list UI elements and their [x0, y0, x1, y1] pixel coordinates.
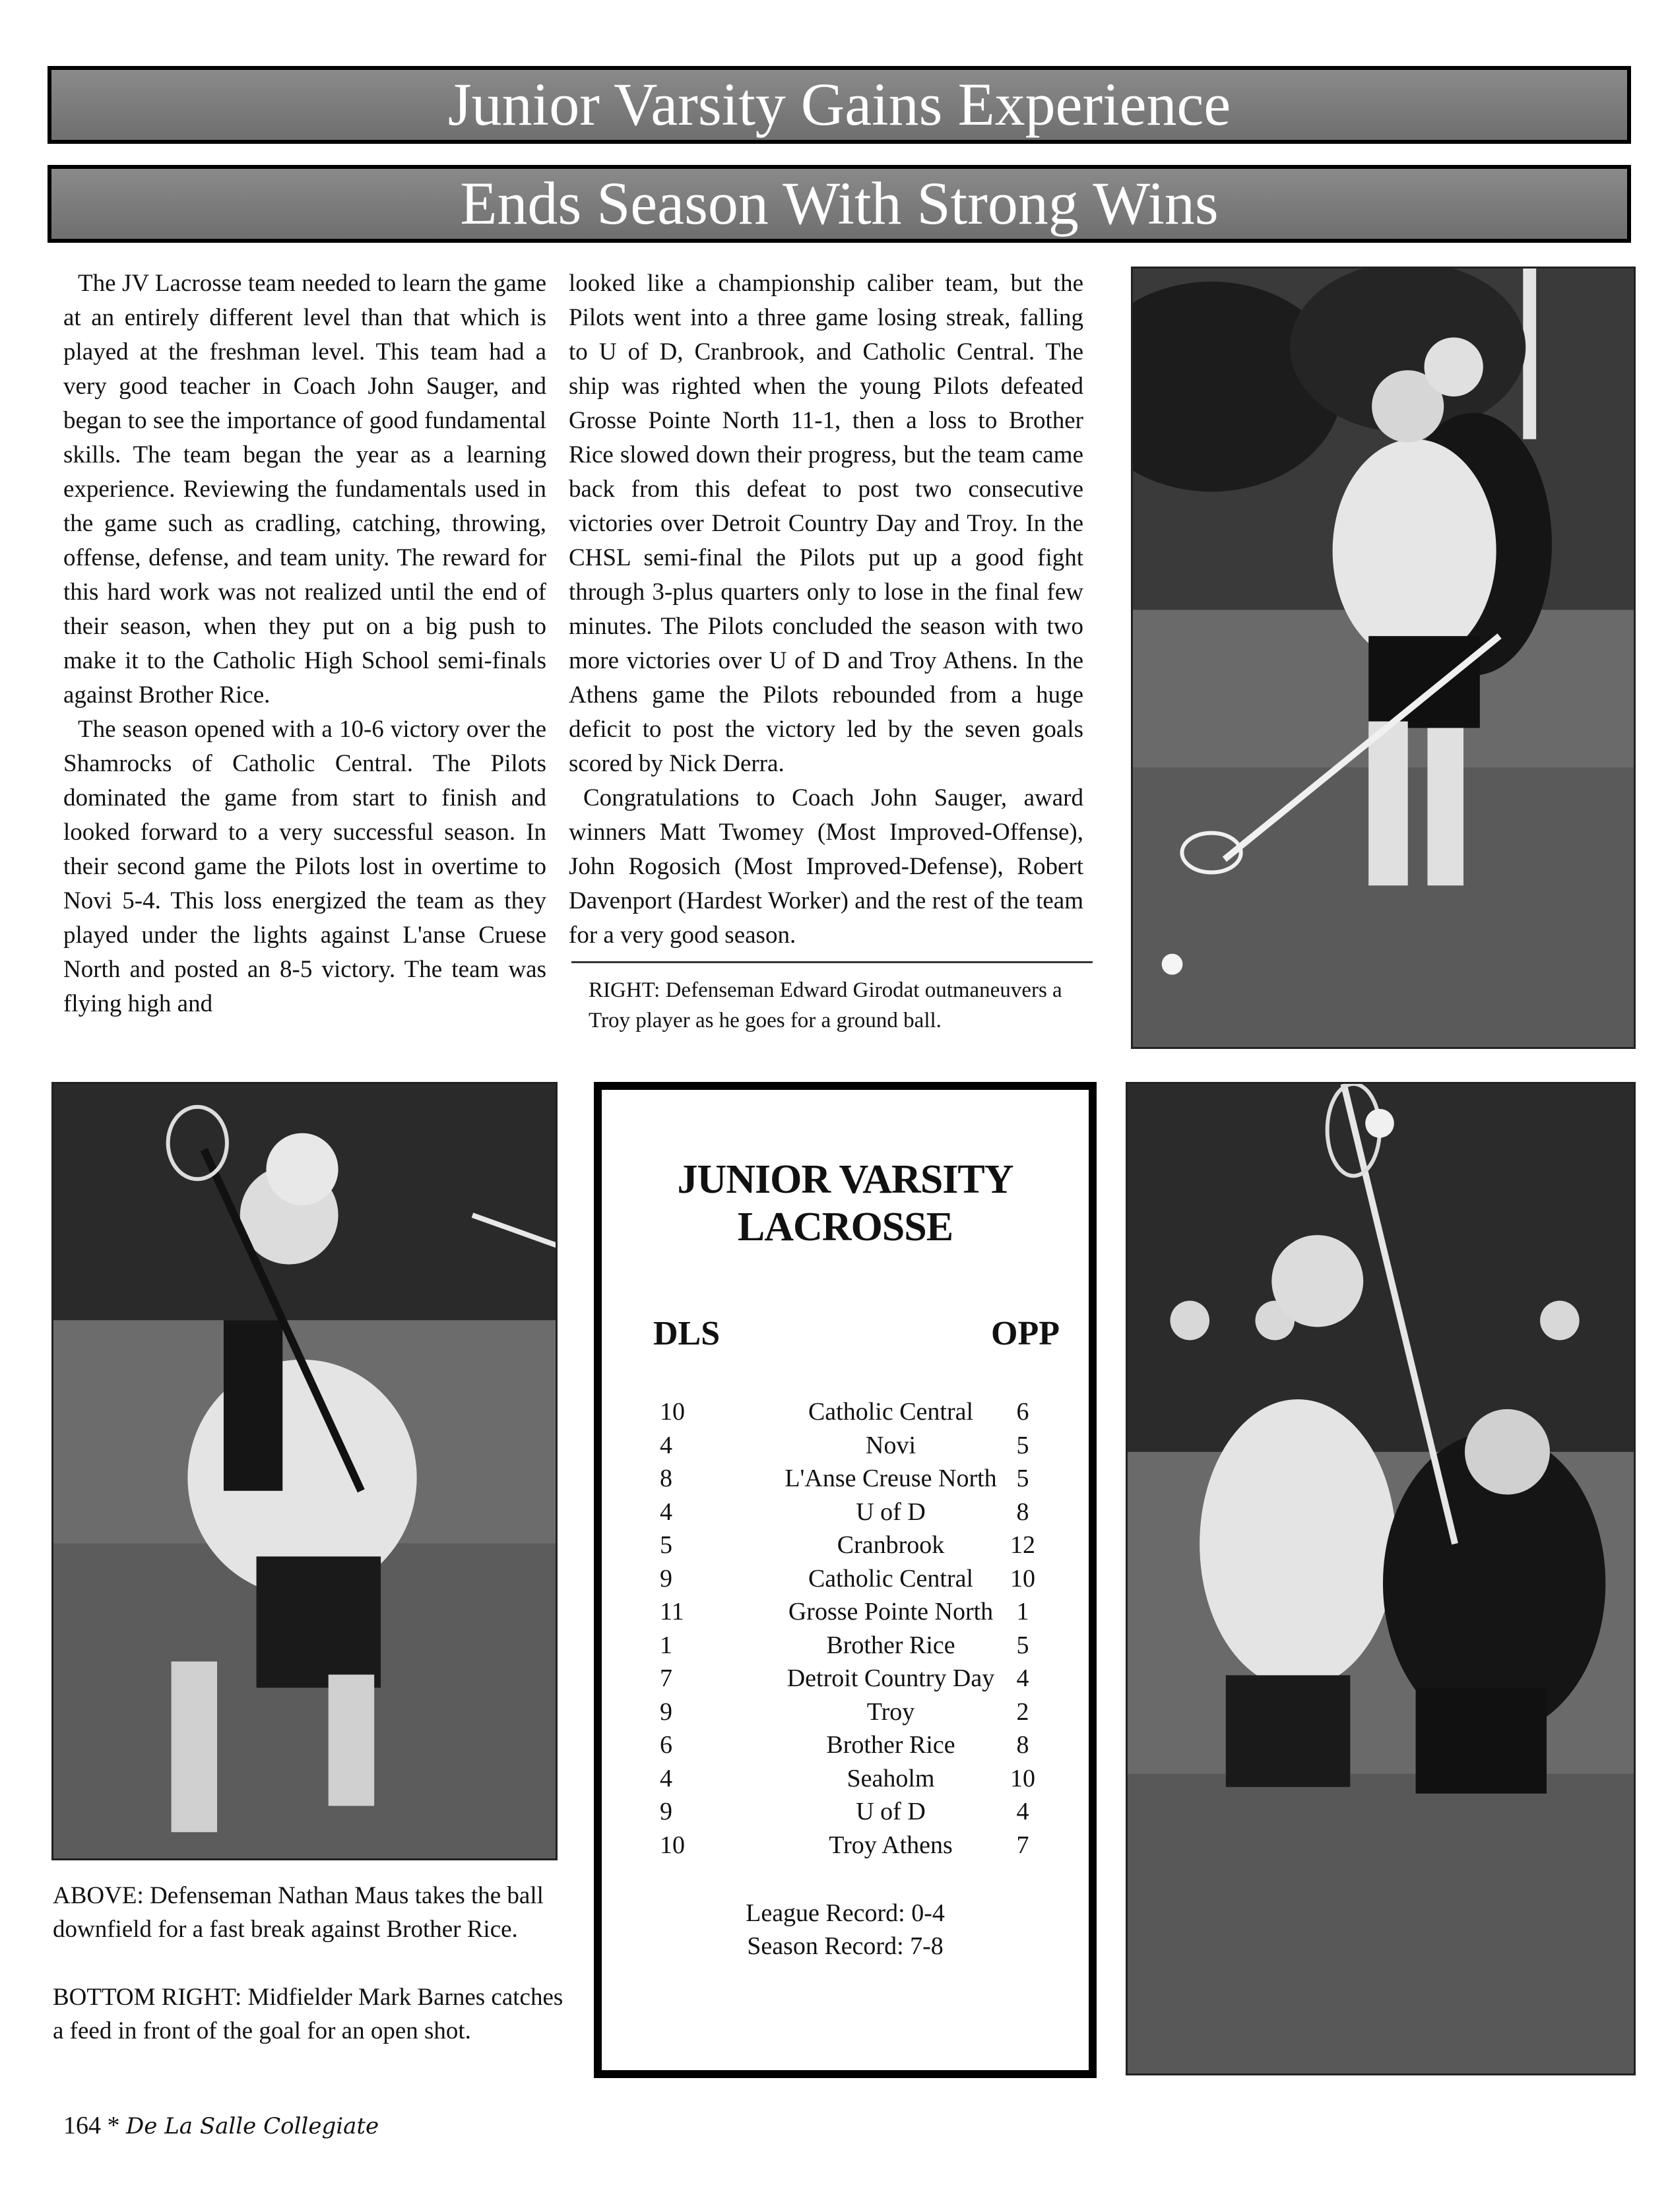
article-paragraph: The JV Lacrosse team needed to learn the game at an entirely different level than that which is played at the freshman level. This team had a very good teacher in Coach John Sauger, and began to see the importance of good fundamental skills. The team began the year as a learning experience. Reviewing the fundamentals used in the game such as cradling, catching, throwing, offense, defense, and team unity. The reward for this hard work was not realized until the end of their season, when they put on a big push to make it to the Catholic High School semi-finals against Brother Rice.: [63, 270, 546, 709]
schedule-title-line-2: LACROSSE: [737, 1205, 953, 1249]
schedule-dls-score: 4: [660, 1498, 672, 1526]
caption-above: ABOVE: Defenseman Nathan Maus takes the ball downfield for a fast break against Brother Rice.: [53, 1882, 544, 1943]
caption-divider: [571, 961, 1093, 963]
photo-fast-break: [51, 1082, 558, 1860]
schedule-row: [602, 1431, 1089, 1464]
headline-line-1: Junior Varsity Gains Experience: [447, 71, 1231, 138]
schedule-opponent: Brother Rice: [826, 1731, 955, 1759]
headline-line-2: Ends Season With Strong Wins: [460, 170, 1219, 237]
schedule-header-dls: DLS: [653, 1315, 721, 1352]
schedule-opponent: Catholic Central: [808, 1398, 974, 1426]
schedule-dls-score: 10: [660, 1831, 685, 1859]
schedule-dls-score: 6: [660, 1731, 672, 1759]
schedule-row: [602, 1597, 1089, 1630]
schedule-dls-score: 1: [660, 1631, 672, 1659]
schedule-opp-score: 12: [1010, 1531, 1035, 1559]
schedule-opponent: U of D: [856, 1498, 926, 1526]
schedule-opponent: Brother Rice: [826, 1631, 955, 1659]
schedule-row: [602, 1564, 1089, 1597]
schedule-opp-score: 10: [1010, 1564, 1035, 1593]
schedule-opp-score: 4: [1016, 1664, 1029, 1692]
schedule-opponent: U of D: [856, 1798, 926, 1825]
schedule-dls-score: 11: [660, 1598, 684, 1626]
schedule-row: [602, 1797, 1089, 1830]
schedule-opp-score: 7: [1016, 1831, 1029, 1859]
schedule-row: [602, 1498, 1089, 1531]
schedule-row: [602, 1730, 1089, 1763]
article-paragraph: looked like a championship caliber team, but the Pilots went into a three game losing streak, falling to U of D, Cranbrook, and Catholic Central. The ship was righted when the young Pilots defeated Grosse Pointe North 11-1, then a loss to Brother Rice slowed down their progress, but the team came back from this defeat to post two consecutive victories over Detroit Country Day and Troy. In the CHSL semi-final the Pilots put up a good fight through 3-plus quarters only to lose in the final few minutes. The Pilots concluded the season with two more victories over U of D and Troy Athens. In the Athens game the Pilots rebounded from a huge deficit to post the victory led by the seven goals scored by Nick Derra.: [569, 270, 1083, 777]
schedule-opp-score: 2: [1016, 1697, 1029, 1726]
schedule-box: [594, 1082, 1097, 2078]
schedule-dls-score: 5: [660, 1531, 672, 1559]
schedule-row: [602, 1464, 1089, 1497]
schedule-title-line-1: JUNIOR VARSITY: [677, 1157, 1013, 1202]
season-record: Season Record: 7-8: [747, 1932, 944, 1960]
schedule-dls-score: 10: [660, 1398, 685, 1426]
photo-feed-catch: [1126, 1082, 1636, 2075]
page-number: 164 *: [63, 2112, 120, 2139]
schedule-header-opp: OPP: [991, 1315, 1060, 1352]
article-column-1: [63, 267, 546, 1021]
schedule-dls-score: 9: [660, 1564, 672, 1593]
caption-bottom-right: BOTTOM RIGHT: Midfielder Mark Barnes catches a feed in front of the goal for an open shot.: [53, 1984, 563, 2044]
article-paragraph: Congratulations to Coach John Sauger, award winners Matt Twomey (Most Improved-Offense), John Rogosich (Most Improved-Defense), Robert Davenport (Hardest Worker) and the rest of the team for a very good season.: [569, 784, 1083, 949]
schedule-row: [602, 1531, 1089, 1564]
schedule-opponent: Cranbrook: [837, 1531, 945, 1559]
schedule-opp-score: 4: [1016, 1798, 1029, 1825]
headline-banner-2: [48, 165, 1631, 243]
headline-banner-1: [48, 66, 1631, 144]
schedule-opp-score: 5: [1016, 1431, 1029, 1459]
schedule-dls-score: 4: [660, 1431, 672, 1459]
schedule-row: [602, 1631, 1089, 1664]
schedule-dls-score: 4: [660, 1764, 672, 1792]
photo-ground-ball: [1131, 267, 1636, 1049]
schedule-opponent: Novi: [866, 1431, 916, 1459]
schedule-row: [602, 1664, 1089, 1697]
schedule-dls-score: 9: [660, 1798, 672, 1825]
league-record: League Record: 0-4: [746, 1899, 945, 1927]
schedule-opp-score: 10: [1010, 1764, 1035, 1792]
page-footer: [63, 2111, 379, 2140]
article-paragraph: The season opened with a 10-6 victory over the Shamrocks of Catholic Central. The Pilots dominated the game from start to finish and looked forward to a very successful season. In their second game the Pilots lost in overtime to Novi 5-4. This loss energized the team as they played under the lights against L'anse Cruese North and posted an 8-5 victory. The team was flying high and: [63, 716, 546, 1017]
schedule-opp-score: 8: [1016, 1731, 1029, 1759]
article-column-2: [569, 267, 1083, 953]
schedule-row: [602, 1697, 1089, 1730]
schedule-dls-score: 8: [660, 1465, 672, 1492]
schedule-opp-score: 5: [1016, 1631, 1029, 1659]
schedule-opp-score: 8: [1016, 1498, 1029, 1526]
schedule-dls-score: 7: [660, 1664, 672, 1692]
schedule-row: [602, 1764, 1089, 1797]
schedule-opponent: Catholic Central: [808, 1564, 974, 1593]
schedule-opponent: Detroit Country Day: [786, 1664, 995, 1692]
schedule-row: [602, 1397, 1089, 1430]
schedule-opp-score: 1: [1016, 1598, 1029, 1626]
schedule-dls-score: 9: [660, 1697, 672, 1726]
schedule-opponent: Seaholm: [847, 1764, 935, 1792]
schedule-opponent: Grosse Pointe North: [788, 1598, 994, 1626]
schedule-opponent: Troy: [866, 1697, 915, 1726]
schedule-opponent: L'Anse Creuse North: [785, 1465, 997, 1492]
publication-name: De La Salle Collegiate: [126, 2113, 379, 2139]
schedule-row: [602, 1831, 1089, 1864]
schedule-opp-score: 6: [1016, 1398, 1029, 1426]
caption-right: RIGHT: Defenseman Edward Girodat outmaneuvers a Troy player as he goes for a ground ball.: [589, 978, 1062, 1032]
schedule-opponent: Troy Athens: [829, 1831, 953, 1859]
schedule-opp-score: 5: [1016, 1465, 1029, 1492]
